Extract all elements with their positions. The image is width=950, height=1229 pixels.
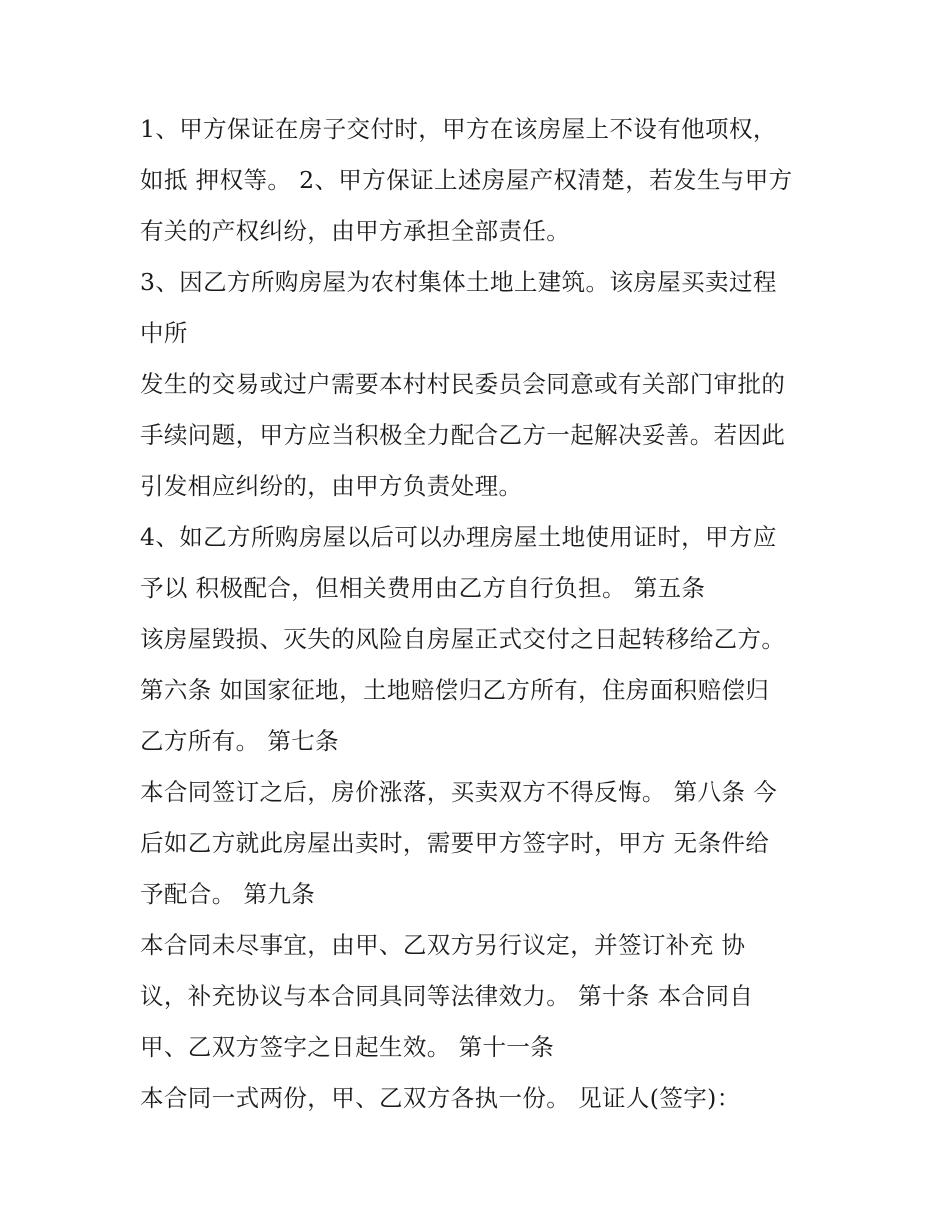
- text-line: 后如乙方就此房屋出卖时，需要甲方签字时，甲方 无条件给: [140, 829, 770, 857]
- text-line: 甲、乙双方签字之日起生效。 第十一条: [140, 1033, 555, 1061]
- text-line: 本合同未尽事宜，由甲、乙双方另行议定，并签订补充 协: [140, 931, 746, 959]
- text-line: 第六条 如国家征地，土地赔偿归乙方所有，住房面积赔偿归: [140, 676, 770, 704]
- contract-text-body: [140, 104, 840, 1124]
- text-line: 发生的交易或过户需要本村村民委员会同意或有关部门审批的: [140, 370, 786, 398]
- text-line: 予配合。 第九条: [140, 880, 316, 908]
- text-line: 3、因乙方所购房屋为农村集体土地上建筑。该房屋买卖过程: [140, 268, 777, 296]
- text-line: 乙方所有。 第七条: [140, 727, 340, 755]
- text-line: 议，补充协议与本合同具同等法律效力。 第十条 本合同自: [140, 982, 754, 1010]
- text-line: 引发相应纠纷的，由甲方负责处理。: [140, 472, 523, 500]
- text-line: 本合同签订之后，房价涨落，买卖双方不得反悔。 第八条 今: [140, 778, 778, 806]
- text-line: 有关的产权纠纷，由甲方承担全部责任。: [140, 217, 571, 245]
- text-line: 本合同一式两份，甲、乙双方各执一份。 见证人(签字)：: [140, 1084, 741, 1112]
- text-line: 1、甲方保证在房子交付时，甲方在该房屋上不设有他项权，: [140, 115, 777, 143]
- text-line: 予以 积极配合，但相关费用由乙方自行负担。 第五条: [140, 574, 706, 602]
- text-line: 中所: [140, 319, 188, 347]
- text-line: 手续问题，甲方应当积极全力配合乙方一起解决妥善。若因此: [140, 421, 786, 449]
- text-line: 该房屋毁损、灭失的风险自房屋正式交付之日起转移给乙方。: [140, 625, 786, 653]
- text-line: 4、如乙方所购房屋以后可以办理房屋土地使用证时，甲方应: [140, 523, 777, 551]
- text-line: 如抵 押权等。 2、甲方保证上述房屋产权清楚，若发生与甲方: [140, 166, 793, 194]
